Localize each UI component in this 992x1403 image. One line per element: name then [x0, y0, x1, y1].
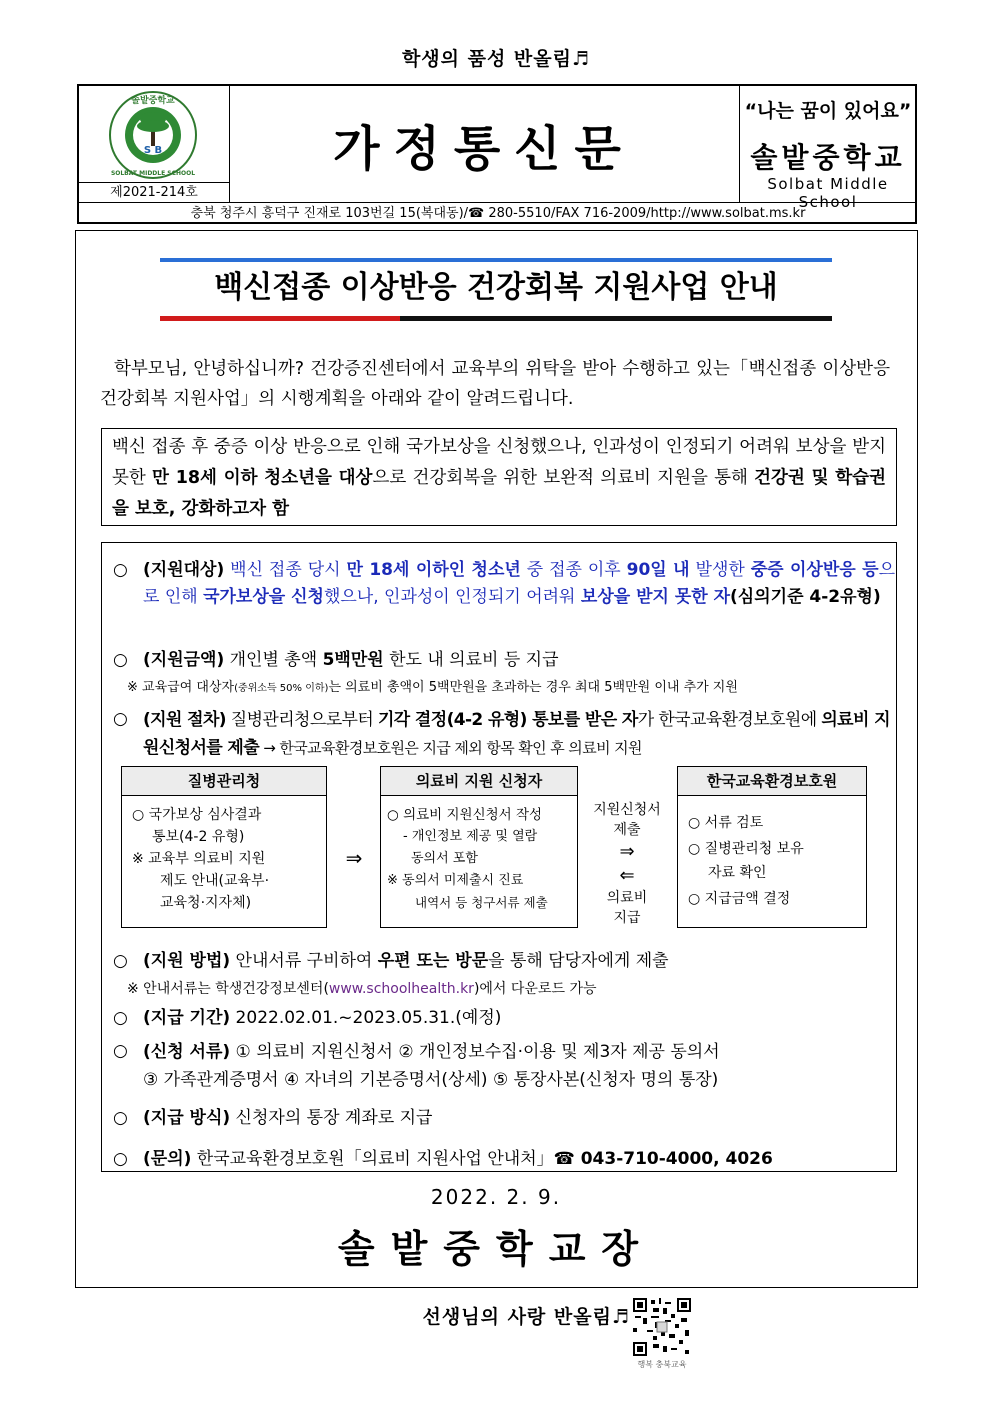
note-text: (중위소득 50% 이하) [234, 683, 329, 694]
flow-line: 통보(4-2 유형) [152, 829, 245, 845]
flow-box-body [381, 796, 577, 922]
item-text: 했으나, 인과성이 인정되기 어려워 [323, 587, 581, 607]
method-note [127, 978, 897, 998]
item-label: (지원대상) [143, 560, 225, 580]
flow-line: ※ 교육부 의료비 지원 [132, 851, 266, 867]
school-logo-icon [107, 90, 199, 180]
item-text: → 한국교육환경보호원은 지급 제외 항목 확인 후 의료비 지원 [259, 739, 642, 757]
item-target [143, 557, 895, 611]
bullet: ○ [113, 709, 128, 729]
issue-date: 2022. 2. 9. [430, 1185, 562, 1209]
school-slogan: “나는 꿈이 있어요” [744, 100, 912, 122]
summary-text [102, 429, 896, 525]
newsletter-title: 가정통신문 [333, 121, 635, 177]
title-cell [229, 86, 740, 202]
item-amount [143, 647, 895, 674]
bullet: ○ [113, 951, 128, 971]
item-label: (지급 방식) [143, 1108, 231, 1128]
flow-line: ○ 서류 검토 [688, 815, 764, 831]
item-highlight: 우편 또는 방문 [377, 951, 489, 971]
flow-arrow-right-icon: ⇒ [345, 846, 363, 870]
arrow-left-icon: ⇐ [619, 865, 635, 886]
flow-box-title: 한국교육환경보호원 [678, 767, 866, 796]
item-highlight: 5백만원 [322, 650, 384, 670]
school-name-kr: 솔밭중학교 [750, 141, 906, 174]
flow-line: ○ 국가보상 심사결과 [132, 807, 262, 823]
bullet: ○ [113, 650, 128, 670]
schoolhealth-link[interactable]: www.schoolhealth.kr [328, 981, 474, 997]
flow-mid-text: 제출 [613, 822, 641, 838]
item-text: 한국교육환경보호원「의료비 지원사업 안내처」 [191, 1149, 554, 1169]
item-highlight: 중증 이상반응 등 [750, 560, 879, 580]
flow-line: ○ 의료비 지원신청서 작성 [387, 807, 543, 823]
bullet: ○ [113, 1149, 128, 1169]
item-highlight: 국가보상을 신청 [203, 587, 324, 607]
principal-signature: 솔밭중학교장 [337, 1226, 655, 1271]
item-text: 안내서류 구비하여 [230, 951, 378, 971]
item-label: (지급 기간) [143, 1008, 231, 1028]
flow-line: ○ 질병관리청 보유 [688, 841, 804, 857]
issue-number: 제2021-214호 [79, 182, 229, 203]
item-highlight: (심의기준 4-2유형) [730, 587, 881, 607]
intro-paragraph: 학부모님, 안녕하십니까? 건강증진센터에서 교육부의 위탁을 받아 수행하고 있는「백신접종 이상반응 건강회복 지원사업」의 시행계획을 아래와 같이 알려드립니다. [100, 359, 890, 409]
item-text: 2022.02.01.~2023.05.31.(예정) [230, 1008, 502, 1028]
top-motto: 학생의 품성 반올림♬ [401, 48, 591, 70]
note-text: ※ 교육급여 대상자 [127, 680, 235, 695]
item-text: 가 한국교육환경보호원에 [637, 710, 822, 730]
item-text: 한도 내 의료비 등 지급 [383, 650, 559, 670]
flow-line: ○ 지급금액 결정 [688, 891, 791, 907]
item-documents-line2: ③ 가족관계증명서 ④ 자녀의 기본증명서(상세) ⑤ 통장사본(신청자 명의 통장) [143, 1070, 719, 1090]
item-text: 신청자의 통장 계좌로 지급 [230, 1108, 433, 1128]
item-label: (지원 방법) [143, 951, 231, 971]
summary-highlight-target: 만 18세 이하 청소년을 대상 [152, 468, 373, 488]
flow-box-applicant [380, 766, 578, 928]
contact-phone: ☎ 043-710-4000, 4026 [553, 1149, 773, 1169]
item-highlight: (4-2 유형) 통보를 받은 자 [446, 710, 638, 730]
note-text: ※ 안내서류는 학생건강정보센터( [127, 981, 329, 997]
item-text: 을 통해 담당자에게 제출 [488, 951, 669, 971]
item-label: (신청 서류) [143, 1042, 231, 1062]
school-name-en: Solbat Middle School [767, 175, 889, 211]
banner-red-rule [160, 316, 400, 321]
flow-box-title: 의료비 지원 신청자 [381, 767, 577, 796]
flow-line: 자료 확인 [708, 865, 767, 881]
item-highlight: 의료비 지원신청서를 제출 [143, 710, 890, 758]
summary-text-c: 으로 건강회복을 위한 보완적 의료비 지원을 통해 [372, 468, 755, 488]
item-procedure [143, 706, 899, 762]
item-payment [143, 1105, 895, 1132]
flow-mid-text: 지원신청서 [593, 802, 661, 818]
item-contact [143, 1146, 895, 1173]
flow-exchange [583, 800, 671, 928]
qr-code-icon[interactable] [631, 1296, 693, 1358]
item-label: (지원금액) [143, 650, 225, 670]
item-highlight: 기각 결정 [377, 710, 447, 730]
flow-mid-text: 지급 [613, 910, 641, 926]
item-label: (지원 절차) [143, 710, 226, 730]
item-text: 백신 접종 당시 [224, 560, 347, 580]
item-text: ① 의료비 지원신청서 ② 개인정보수집·이용 및 제3자 제공 동의서 [230, 1042, 720, 1062]
flow-line: 동의서 포함 [411, 851, 478, 866]
school-cell [739, 86, 917, 211]
item-text: 으로 인해 [143, 560, 895, 607]
item-text: 개인별 총액 [224, 650, 323, 670]
item-method [143, 948, 895, 975]
logo-letters: S B [143, 145, 163, 156]
item-highlight: 90일 내 [626, 560, 690, 580]
flow-box-title: 질병관리청 [122, 767, 326, 796]
bottom-motto: 선생님의 사랑 반올림♬ [422, 1306, 630, 1328]
flow-box-kdca [121, 766, 327, 928]
flow-line: ※ 동의서 미제출시 진료 [387, 873, 524, 888]
bullet: ○ [113, 1008, 128, 1028]
summary-text-a: 백신 접종 후 중증 이상 반응으로 인해 국가보상을 신청했으나, 인과성이 인정되기 어려워 보상을 받지 못한 [112, 437, 886, 488]
arrow-right-icon: ⇒ [619, 841, 635, 862]
note-text: 는 의료비 총액이 5백만원을 초과하는 경우 최대 5백만원 이내 추가 지원 [328, 680, 738, 695]
flow-line: 교육청·지자체) [160, 895, 252, 911]
item-highlight: 보상을 받지 못한 자 [580, 587, 731, 607]
item-text: 질병관리청으로부터 [225, 710, 378, 730]
letterhead [77, 84, 917, 224]
item-period [143, 1005, 895, 1032]
item-highlight: 만 18세 이하인 청소년 [346, 560, 521, 580]
qr-caption: 행복 충북교육 [637, 1360, 687, 1369]
flow-line: - 개인정보 제공 및 열람 [403, 829, 538, 844]
flow-box-body [122, 796, 326, 922]
flow-line: 내역서 등 청구서류 제출 [415, 895, 548, 910]
item-documents [143, 1038, 895, 1066]
school-address: 충북 청주시 흥덕구 진재로 103번길 15(복대동)/☎ 280-5510/FAX 716-2009/http://www.solbat.ms.kr [79, 202, 917, 225]
note-text: )에서 다운로드 가능 [473, 981, 597, 997]
bullet: ○ [113, 1041, 128, 1061]
item-text: 발생한 [689, 560, 751, 580]
notice-title: 백신접종 이상반응 건강회복 지원사업 안내 [214, 270, 778, 305]
flow-box-kedc [677, 766, 867, 928]
flow-mid-text: 의료비 [606, 890, 648, 906]
item-text: 중 접종 이후 [520, 560, 627, 580]
amount-note [127, 676, 897, 695]
item-label: (문의) [143, 1149, 192, 1169]
bullet: ○ [113, 1108, 128, 1128]
logo-top-text: 솔밭중학교 [131, 96, 175, 106]
banner-black-rule [400, 316, 832, 321]
flow-line: 제도 안내(교육부· [160, 873, 270, 889]
logo-bottom-text: SOLBAT MIDDLE SCHOOL [110, 170, 196, 177]
flow-box-body [678, 796, 866, 922]
bullet: ○ [113, 560, 128, 580]
summary-box [101, 428, 897, 526]
summary-highlight-goal: 건강권 및 학습권을 보호, 강화하고자 함 [112, 468, 886, 519]
